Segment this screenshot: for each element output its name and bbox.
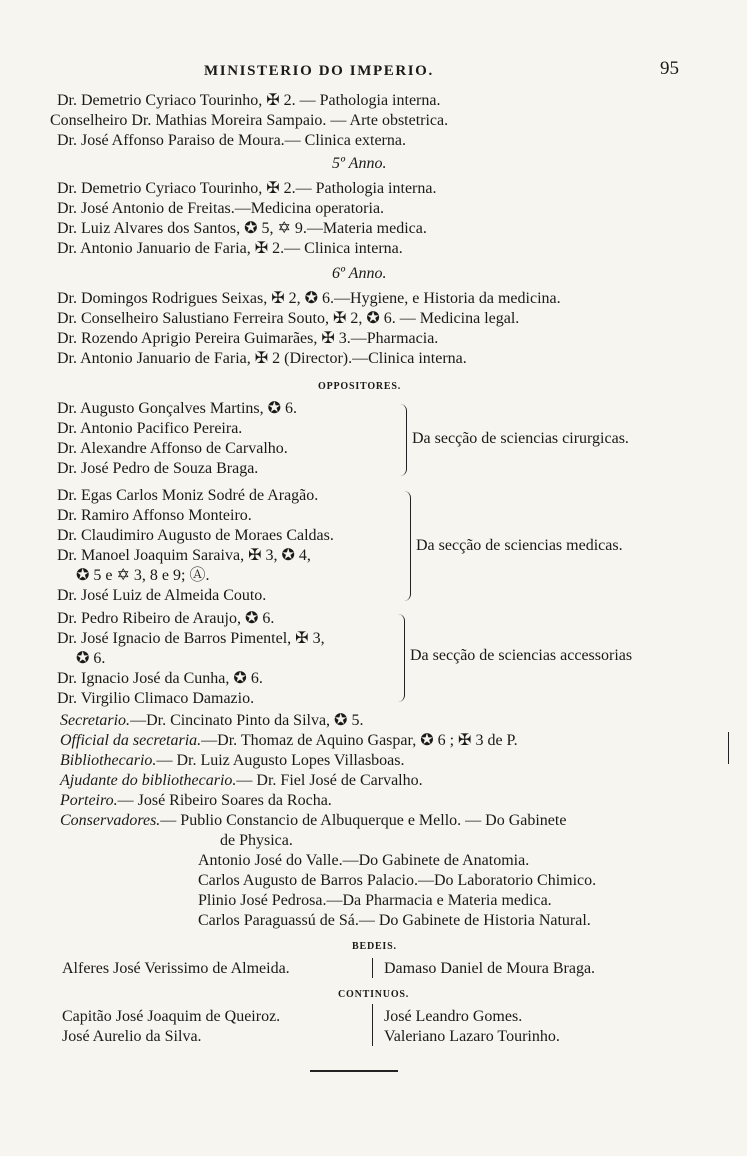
member-line: Dr. Virgilio Climaco Damazio. [57, 690, 255, 707]
group-label-cirurgicas: Da secção de sciencias cirurgicas. [412, 430, 629, 447]
staff-line: Secretario.—Dr. Cincinato Pinto da Silva, ✪ 5. [60, 712, 364, 729]
text-line: Capitão José Joaquim de Queiroz. [62, 1008, 281, 1025]
member-line: Dr. Ramiro Affonso Monteiro. [57, 507, 252, 524]
text-line: Carlos Paraguassú de Sá.— Do Gabinete de Historia Natural. [198, 912, 591, 929]
text-line: Dr. Demetrio Cyriaco Tourinho, ✠ 2. — Pathologia interna. [57, 92, 441, 109]
member-line: ✪ 6. [76, 650, 106, 667]
member-line: Dr. José Luiz de Almeida Couto. [57, 587, 267, 604]
text-line: Dr. Demetrio Cyriaco Tourinho, ✠ 2.— Pathologia interna. [57, 180, 437, 197]
member-line: Dr. Egas Carlos Moniz Sodré de Aragão. [57, 487, 319, 504]
member-line: Dr. Manoel Joaquim Saraiva, ✠ 3, ✪ 4, [57, 547, 311, 564]
member-line: Dr. Alexandre Affonso de Carvalho. [57, 440, 288, 457]
section-title-6-anno: 6º Anno. [332, 265, 387, 282]
text-line: Antonio José do Valle.—Do Gabinete de Anatomia. [198, 852, 530, 869]
member-line: Dr. Antonio Pacifico Pereira. [57, 420, 243, 437]
staff-line: Bibliothecario.— Dr. Luiz Augusto Lopes Villasboas. [60, 752, 405, 769]
text-line: Plinio José Pedrosa.—Da Pharmacia e Materia medica. [198, 892, 552, 909]
section-title-continuos: CONTINUOS. [338, 989, 410, 1000]
text-line: Damaso Daniel de Moura Braga. [384, 960, 596, 977]
divider [372, 958, 373, 978]
member-line: ✪ 5 e ✡ 3, 8 e 9; Ⓐ. [76, 567, 210, 584]
group-label-accessorias: Da secção de sciencias accessorias [410, 647, 633, 664]
text-line: de Physica. [220, 832, 293, 849]
section-title-bedeis: BEDEIS. [352, 941, 397, 952]
text-line: Dr. José Antonio de Freitas.—Medicina operatoria. [57, 200, 385, 217]
text-line: Dr. Luiz Alvares dos Santos, ✪ 5, ✡ 9.—Materia medica. [57, 220, 427, 237]
text-line: José Leandro Gomes. [384, 1008, 523, 1025]
member-line: Dr. José Pedro de Souza Braga. [57, 460, 259, 477]
running-header: MINISTERIO DO IMPERIO. [204, 63, 434, 79]
member-line: Dr. José Ignacio de Barros Pimentel, ✠ 3, [57, 630, 325, 647]
footer-rule [310, 1070, 398, 1072]
member-line: Dr. Claudimiro Augusto de Moraes Caldas. [57, 527, 334, 544]
text-line: Alferes José Verissimo de Almeida. [62, 960, 290, 977]
section-title-oppositores: OPPOSITORES. [318, 381, 402, 392]
text-line: José Aurelio da Silva. [62, 1028, 202, 1045]
text-line: Dr. Antonio Januario de Faria, ✠ 2 (Director).—Clinica interna. [57, 350, 467, 367]
page-number: 95 [660, 58, 679, 79]
member-line: Dr. Pedro Ribeiro de Araujo, ✪ 6. [57, 610, 275, 627]
staff-line: Official da secretaria.—Dr. Thomaz de Aquino Gaspar, ✪ 6 ; ✠ 3 de P. [60, 732, 518, 749]
text-line: Carlos Augusto de Barros Palacio.—Do Laboratorio Chimico. [198, 872, 597, 889]
staff-line: Conservadores.— Publio Constancio de Albuquerque e Mello. — Do Gabinete [60, 812, 567, 829]
brace [400, 404, 407, 476]
member-line: Dr. Ignacio José da Cunha, ✪ 6. [57, 670, 263, 687]
text-line: Dr. Conselheiro Salustiano Ferreira Souto, ✠ 2, ✪ 6. — Medicina legal. [57, 310, 520, 327]
text-line: Dr. Domingos Rodrigues Seixas, ✠ 2, ✪ 6.—Hygiene, e Historia da medicina. [57, 290, 561, 307]
brace [398, 614, 405, 702]
group-label-medicas: Da secção de sciencias medicas. [416, 537, 623, 554]
text-line: Dr. José Affonso Paraiso de Moura.— Clinica externa. [57, 132, 406, 149]
section-title-5-anno: 5º Anno. [332, 155, 387, 172]
text-line: Dr. Rozendo Aprigio Pereira Guimarães, ✠ 3.—Pharmacia. [57, 330, 439, 347]
staff-line: Ajudante do bibliothecario.— Dr. Fiel José de Carvalho. [60, 772, 423, 789]
divider [372, 1004, 373, 1046]
text-line: Valeriano Lazaro Tourinho. [384, 1028, 560, 1045]
brace [404, 491, 411, 601]
text-line: Conselheiro Dr. Mathias Moreira Sampaio. — Arte obstetrica. [50, 112, 449, 129]
staff-line: Porteiro.— José Ribeiro Soares da Rocha. [60, 792, 332, 809]
member-line: Dr. Augusto Gonçalves Martins, ✪ 6. [57, 400, 298, 417]
text-line: Dr. Antonio Januario de Faria, ✠ 2.— Clinica interna. [57, 240, 403, 257]
margin-mark [728, 732, 729, 764]
